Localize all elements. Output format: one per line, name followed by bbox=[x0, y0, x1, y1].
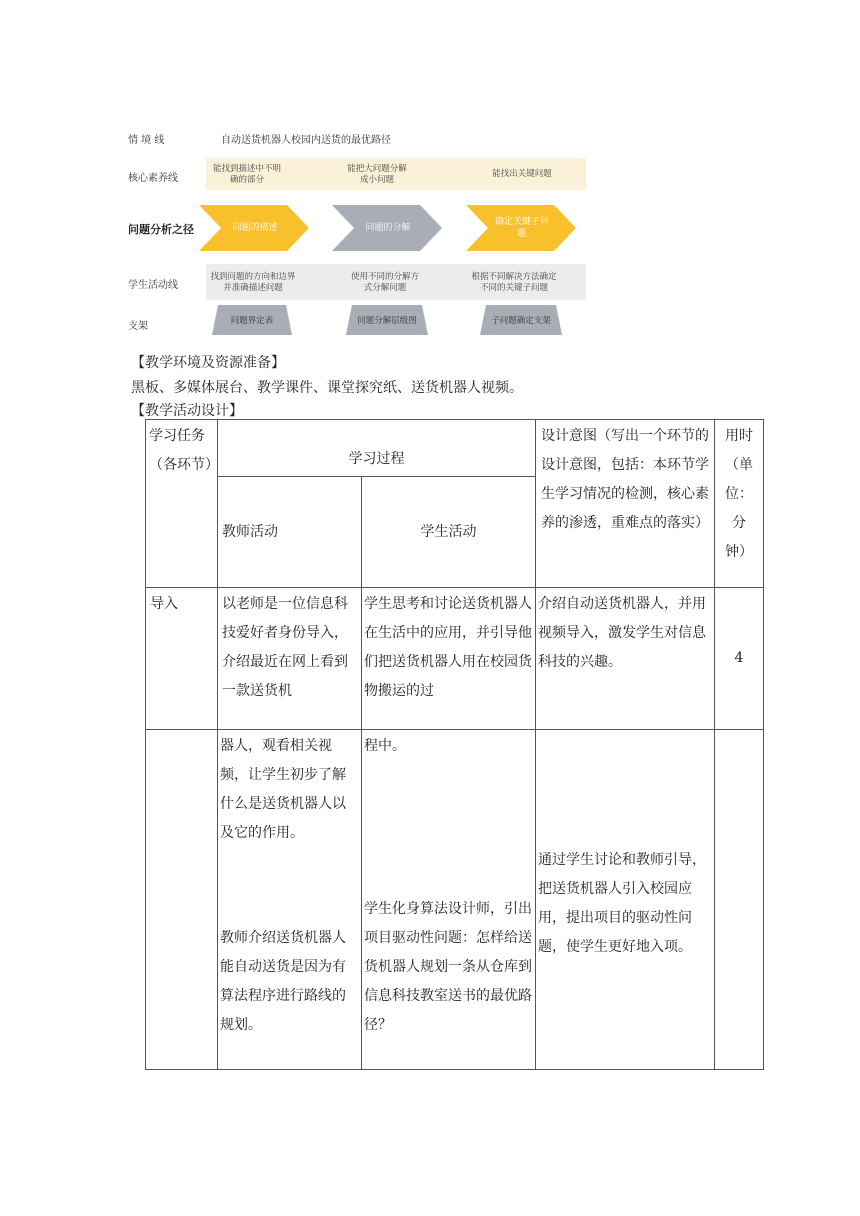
support-label-3: 子问题确定支架 bbox=[491, 316, 551, 326]
row1-student: 学生思考和讨论送货机器人在生活中的应用，并引导他们把送货机器人用在校园货物搬运的过 bbox=[362, 588, 536, 730]
row-label-support: 支架 bbox=[128, 321, 148, 332]
activity-title: 【教学活动设计】 bbox=[131, 403, 243, 419]
header-time: 用时（单位：分钟） bbox=[715, 420, 764, 588]
row1-time: 4 bbox=[715, 588, 764, 730]
env-body: 黑板、多媒体展台、教学课件、课堂探究纸、送货机器人视频。 bbox=[131, 380, 523, 396]
header-process: 学习过程 bbox=[218, 420, 536, 477]
student-activity-2: 使用不同的分解方式分解问题 bbox=[350, 272, 419, 293]
row1-teacher: 以老师是一位信息科技爱好者身份导入，介绍最近在网上看到一款送货机 bbox=[218, 588, 362, 730]
row2-intent-text: 通过学生讨论和教师引导，把送货机器人引入校园应用，提出项目的驱动性问题，使学生更好地入项。 bbox=[538, 852, 706, 955]
support-label-2: 问题分解层级图 bbox=[357, 316, 417, 326]
row-label-analysis-path: 问题分析之径 bbox=[128, 223, 194, 236]
header-teacher: 教师活动 bbox=[218, 477, 362, 588]
learning-path-diagram bbox=[124, 122, 588, 337]
chevron-label-1: 问题的描述 bbox=[232, 223, 278, 233]
student-activity-1: 找到问题的方向和边界并准确描述问题 bbox=[210, 272, 296, 293]
row2-teacher-part-b: 教师介绍送货机器人能自动送货是因为有算法程序进行路线的规划。 bbox=[220, 930, 346, 1033]
row2-teacher bbox=[218, 730, 362, 1070]
row2-teacher-part-a: 器人，观看相关视频，让学生初步了解什么是送货机器人以及它的作用。 bbox=[220, 738, 346, 841]
header-task: 学习任务（各环节） bbox=[146, 420, 218, 588]
chevron-label-3: 确定关键子问题 bbox=[494, 217, 549, 239]
row2-student bbox=[362, 730, 536, 1070]
activity-design-table bbox=[145, 419, 764, 1070]
header-intent: 设计意图（写出一个环节的设计意图，包括：本环节学生学习情况的检测，核心素养的渗透，重难点的落实） bbox=[536, 420, 715, 588]
row1-task: 导入 bbox=[146, 588, 218, 730]
core-literacy-1: 能找到描述中不明确的部分 bbox=[212, 164, 281, 185]
row2-student-part-b: 学生化身算法设计师，引出项目驱动性问题：怎样给送货机器人规划一条从仓库到信息科技教室送书的最优路径？ bbox=[364, 901, 532, 1033]
context-text: 自动送货机器人校园内送货的最优路径 bbox=[221, 135, 391, 146]
row1-intent: 介绍自动送货机器人，并用视频导入，激发学生对信息科技的兴趣。 bbox=[536, 588, 715, 730]
row-label-context: 情 境 线 bbox=[128, 135, 165, 146]
core-literacy-2: 能把大问题分解成小问题 bbox=[347, 164, 407, 185]
support-label-1: 问题界定表 bbox=[230, 316, 274, 326]
row-label-student-activity: 学生活动线 bbox=[128, 280, 178, 291]
env-title: 【教学环境及资源准备】 bbox=[131, 355, 285, 371]
core-literacy-3: 能找出关键问题 bbox=[492, 169, 552, 179]
row2-time bbox=[715, 730, 764, 1070]
student-activity-3: 根据不同解决方法确定不同的关键子问题 bbox=[471, 272, 557, 293]
row2-intent bbox=[536, 730, 715, 1070]
header-student: 学生活动 bbox=[362, 477, 536, 588]
row-label-core-literacy: 核心素养线 bbox=[128, 173, 178, 184]
row2-student-part-a: 程中。 bbox=[364, 738, 406, 754]
chevron-label-2: 问题的分解 bbox=[365, 223, 411, 233]
row2-task bbox=[146, 730, 218, 1070]
